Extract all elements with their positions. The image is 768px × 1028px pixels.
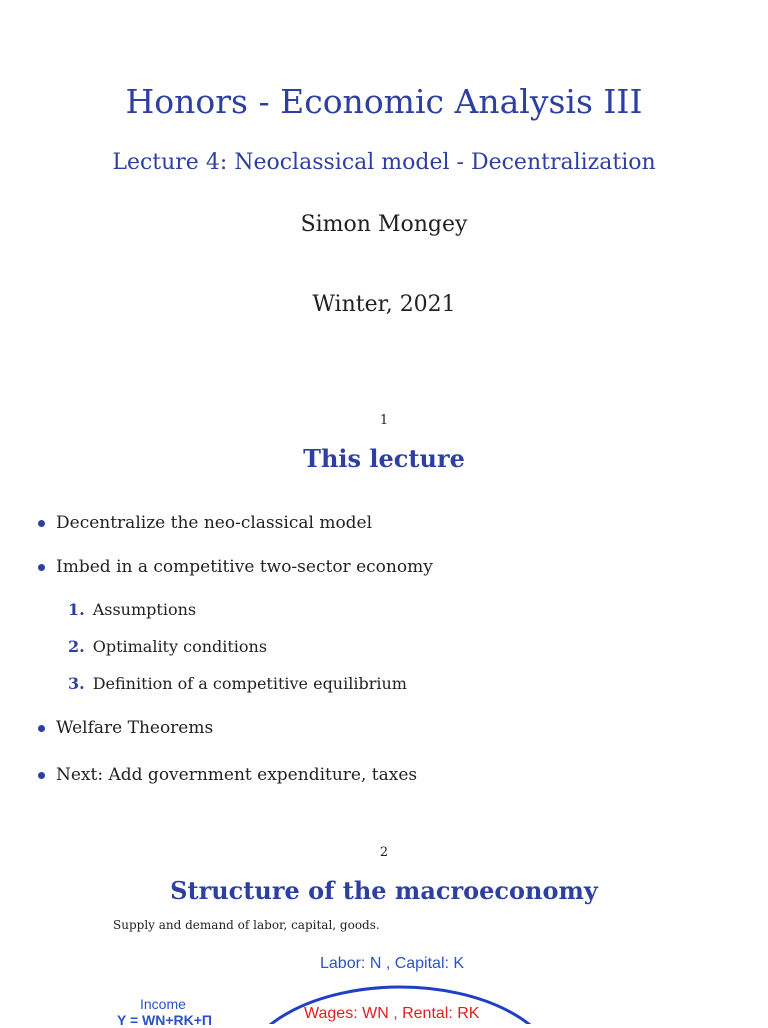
- slide-subtitle: Lecture 4: Neoclassical model - Decentralization: [112, 150, 656, 175]
- enum-number: 1.: [68, 600, 85, 619]
- income-equation: Y = WN+RK+Π: [117, 1012, 213, 1028]
- slide-title: Honors - Economic Analysis III: [125, 82, 643, 121]
- slide-note: Supply and demand of labor, capital, goods.: [113, 918, 380, 932]
- enum-number: 2.: [68, 637, 85, 656]
- page-number: 1: [379, 413, 389, 428]
- frame-title: Structure of the macroeconomy: [170, 876, 598, 905]
- slide-date: Winter, 2021: [312, 292, 456, 317]
- frame-title: This lecture: [303, 444, 465, 473]
- bullet-text: Welfare Theorems: [56, 718, 214, 738]
- page-number: 2: [379, 845, 389, 860]
- labor-capital-label: Labor: N , Capital: K: [320, 955, 465, 972]
- author-name: Simon Mongey: [300, 212, 468, 237]
- bullet-text: Imbed in a competitive two-sector economy: [56, 557, 433, 577]
- wages-rental-label: Wages: WN , Rental: RK: [304, 1005, 480, 1022]
- bullet-text: Decentralize the neo-classical model: [56, 513, 373, 533]
- income-label: Income: [140, 996, 186, 1012]
- enum-number: 3.: [68, 674, 85, 693]
- enum-text: Optimality conditions: [92, 637, 268, 656]
- bullet-text: Next: Add government expenditure, taxes: [56, 765, 418, 785]
- enum-text: Definition of a competitive equilibrium: [92, 674, 407, 693]
- enum-text: Assumptions: [92, 600, 197, 619]
